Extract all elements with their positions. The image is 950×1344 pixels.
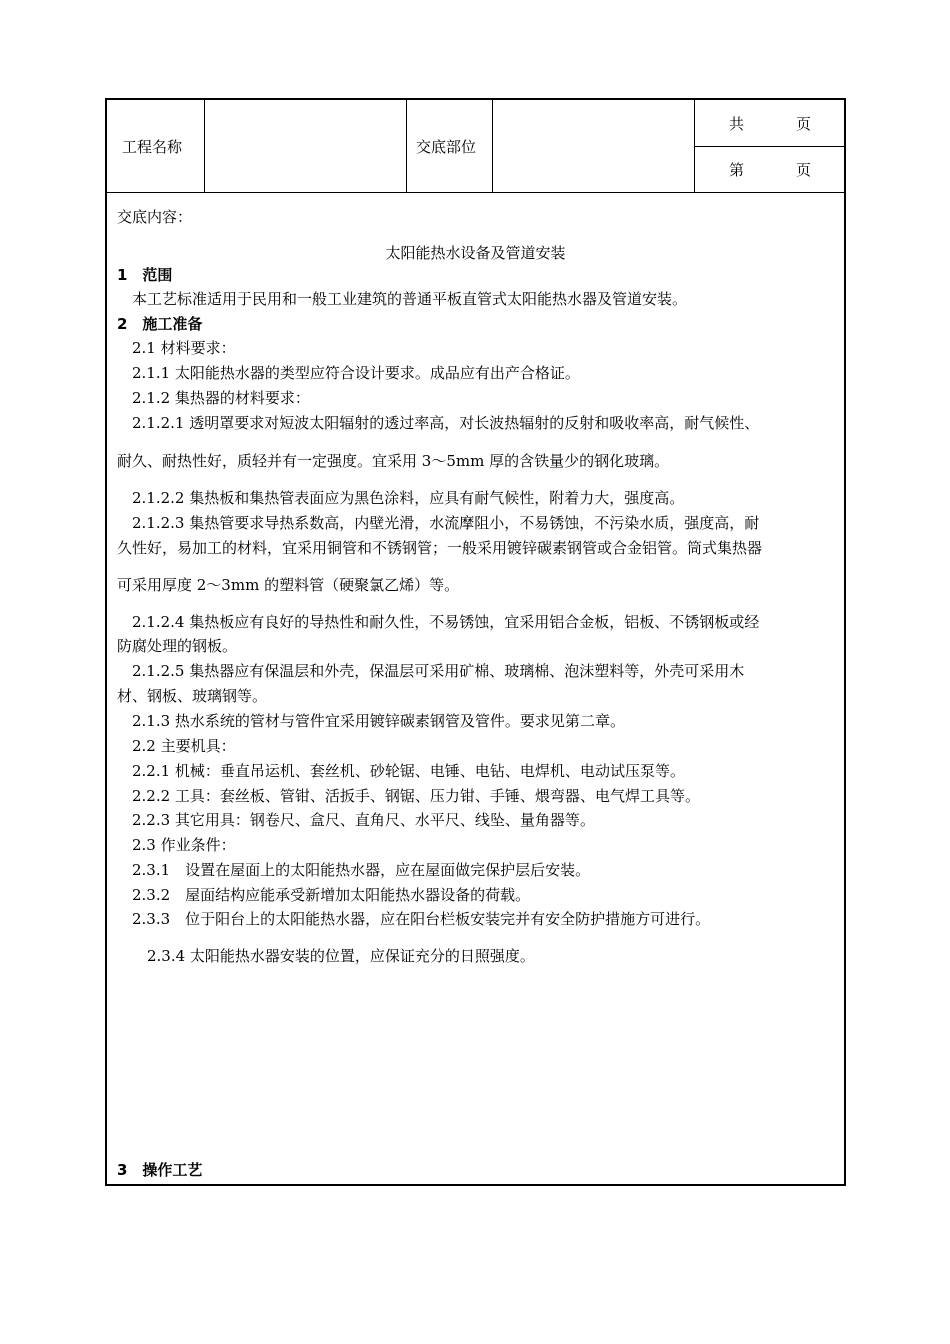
paragraph-line: 2.3.2 屋面结构应能承受新增加太阳能热水器设备的荷载。 [117, 886, 531, 904]
paragraph-line: 2.1.2.2 集热板和集热管表面应为黑色涂料，应具有耐气候性，附着力大，强度高。 [117, 489, 685, 507]
paragraph-line: 耐久、耐热性好，质轻并有一定强度。宜采用 3～5mm 厚的含铁量少的钢化玻璃。 [117, 452, 670, 470]
project-name-label: 工程名称 [122, 138, 183, 156]
section-heading: 1 范围 [117, 266, 173, 284]
page-number-unit: 页 [796, 161, 812, 179]
paragraph-line: 2.1.1 太阳能热水器的类型应符合设计要求。成品应有出产合格证。 [117, 364, 580, 382]
paragraph-line: 2.2 主要机具： [117, 737, 236, 755]
paragraph-line: 2.3.3 位于阳台上的太阳能热水器，应在阳台栏板安装完并有安全防护措施方可进行。 [117, 910, 711, 928]
paragraph-line: 2.1.2.3 集热管要求导热系数高，内壁光滑，水流摩阻小，不易锈蚀，不污染水质，强度高，耐 [117, 514, 760, 532]
divider [406, 100, 407, 193]
divider [204, 100, 205, 193]
paragraph-line: 本工艺标准适用于民用和一般工业建筑的普通平板直管式太阳能热水器及管道安装。 [117, 290, 688, 308]
form-header [107, 100, 844, 193]
total-pages-label: 共 [729, 115, 745, 133]
disclosure-form [105, 98, 846, 1186]
content-intro: 交底内容： [117, 208, 193, 226]
paragraph-line: 2.2.3 其它用具：钢卷尺、盒尺、直角尺、水平尺、线坠、量角器等。 [117, 811, 595, 829]
paragraph-line: 2.2.2 工具：套丝板、管钳、活扳手、钢锯、压力钳、手锤、煨弯器、电气焊工具等。 [117, 787, 700, 805]
paragraph-line: 2.1.2.1 透明罩要求对短波太阳辐射的透过率高，对长波热辐射的反射和吸收率高，耐气候性、 [117, 414, 760, 432]
location-label: 交底部位 [416, 138, 477, 156]
divider [694, 146, 844, 147]
paragraph-line: 2.1.2.4 集热板应有良好的导热性和耐久性，不易锈蚀，宜采用铝合金板，铝板、不锈钢板或经 [117, 613, 760, 631]
page-number-label: 第 [729, 161, 745, 179]
paragraph-line: 2.2.1 机械：垂直吊运机、套丝机、砂轮锯、电锤、电钻、电焊机、电动试压泵等。 [117, 762, 685, 780]
paragraph-line: 2.1 材料要求： [117, 339, 236, 357]
paragraph-line: 2.1.2 集热器的材料要求： [117, 389, 310, 407]
paragraph-line: 材、钢板、玻璃钢等。 [117, 687, 268, 705]
paragraph-line: 2.3.4 太阳能热水器安装的位置，应保证充分的日照强度。 [117, 947, 535, 965]
paragraph-line: 2.3 作业条件： [117, 836, 236, 854]
section-heading: 2 施工准备 [117, 315, 203, 333]
divider [492, 100, 493, 193]
section-heading: 3 操作工艺 [117, 1161, 203, 1179]
document-title: 太阳能热水设备及管道安装 [385, 244, 566, 262]
paragraph-line: 2.1.3 热水系统的管材与管件宜采用镀锌碳素钢管及管件。要求见第二章。 [117, 712, 625, 730]
paragraph-line: 久性好，易加工的材料，宜采用铜管和不锈钢管；一般采用镀锌碳素钢管或合金铝管。筒式集热器 [117, 539, 763, 557]
paragraph-line: 2.3.1 设置在屋面上的太阳能热水器，应在屋面做完保护层后安装。 [117, 861, 591, 879]
paragraph-line: 可采用厚度 2～3mm 的塑料管（硬聚氯乙烯）等。 [117, 576, 460, 594]
paragraph-line: 防腐处理的钢板。 [117, 637, 238, 655]
paragraph-line: 2.1.2.5 集热器应有保温层和外壳，保温层可采用矿棉、玻璃棉、泡沫塑料等，外壳可采用木 [117, 662, 745, 680]
total-pages-unit: 页 [796, 115, 812, 133]
